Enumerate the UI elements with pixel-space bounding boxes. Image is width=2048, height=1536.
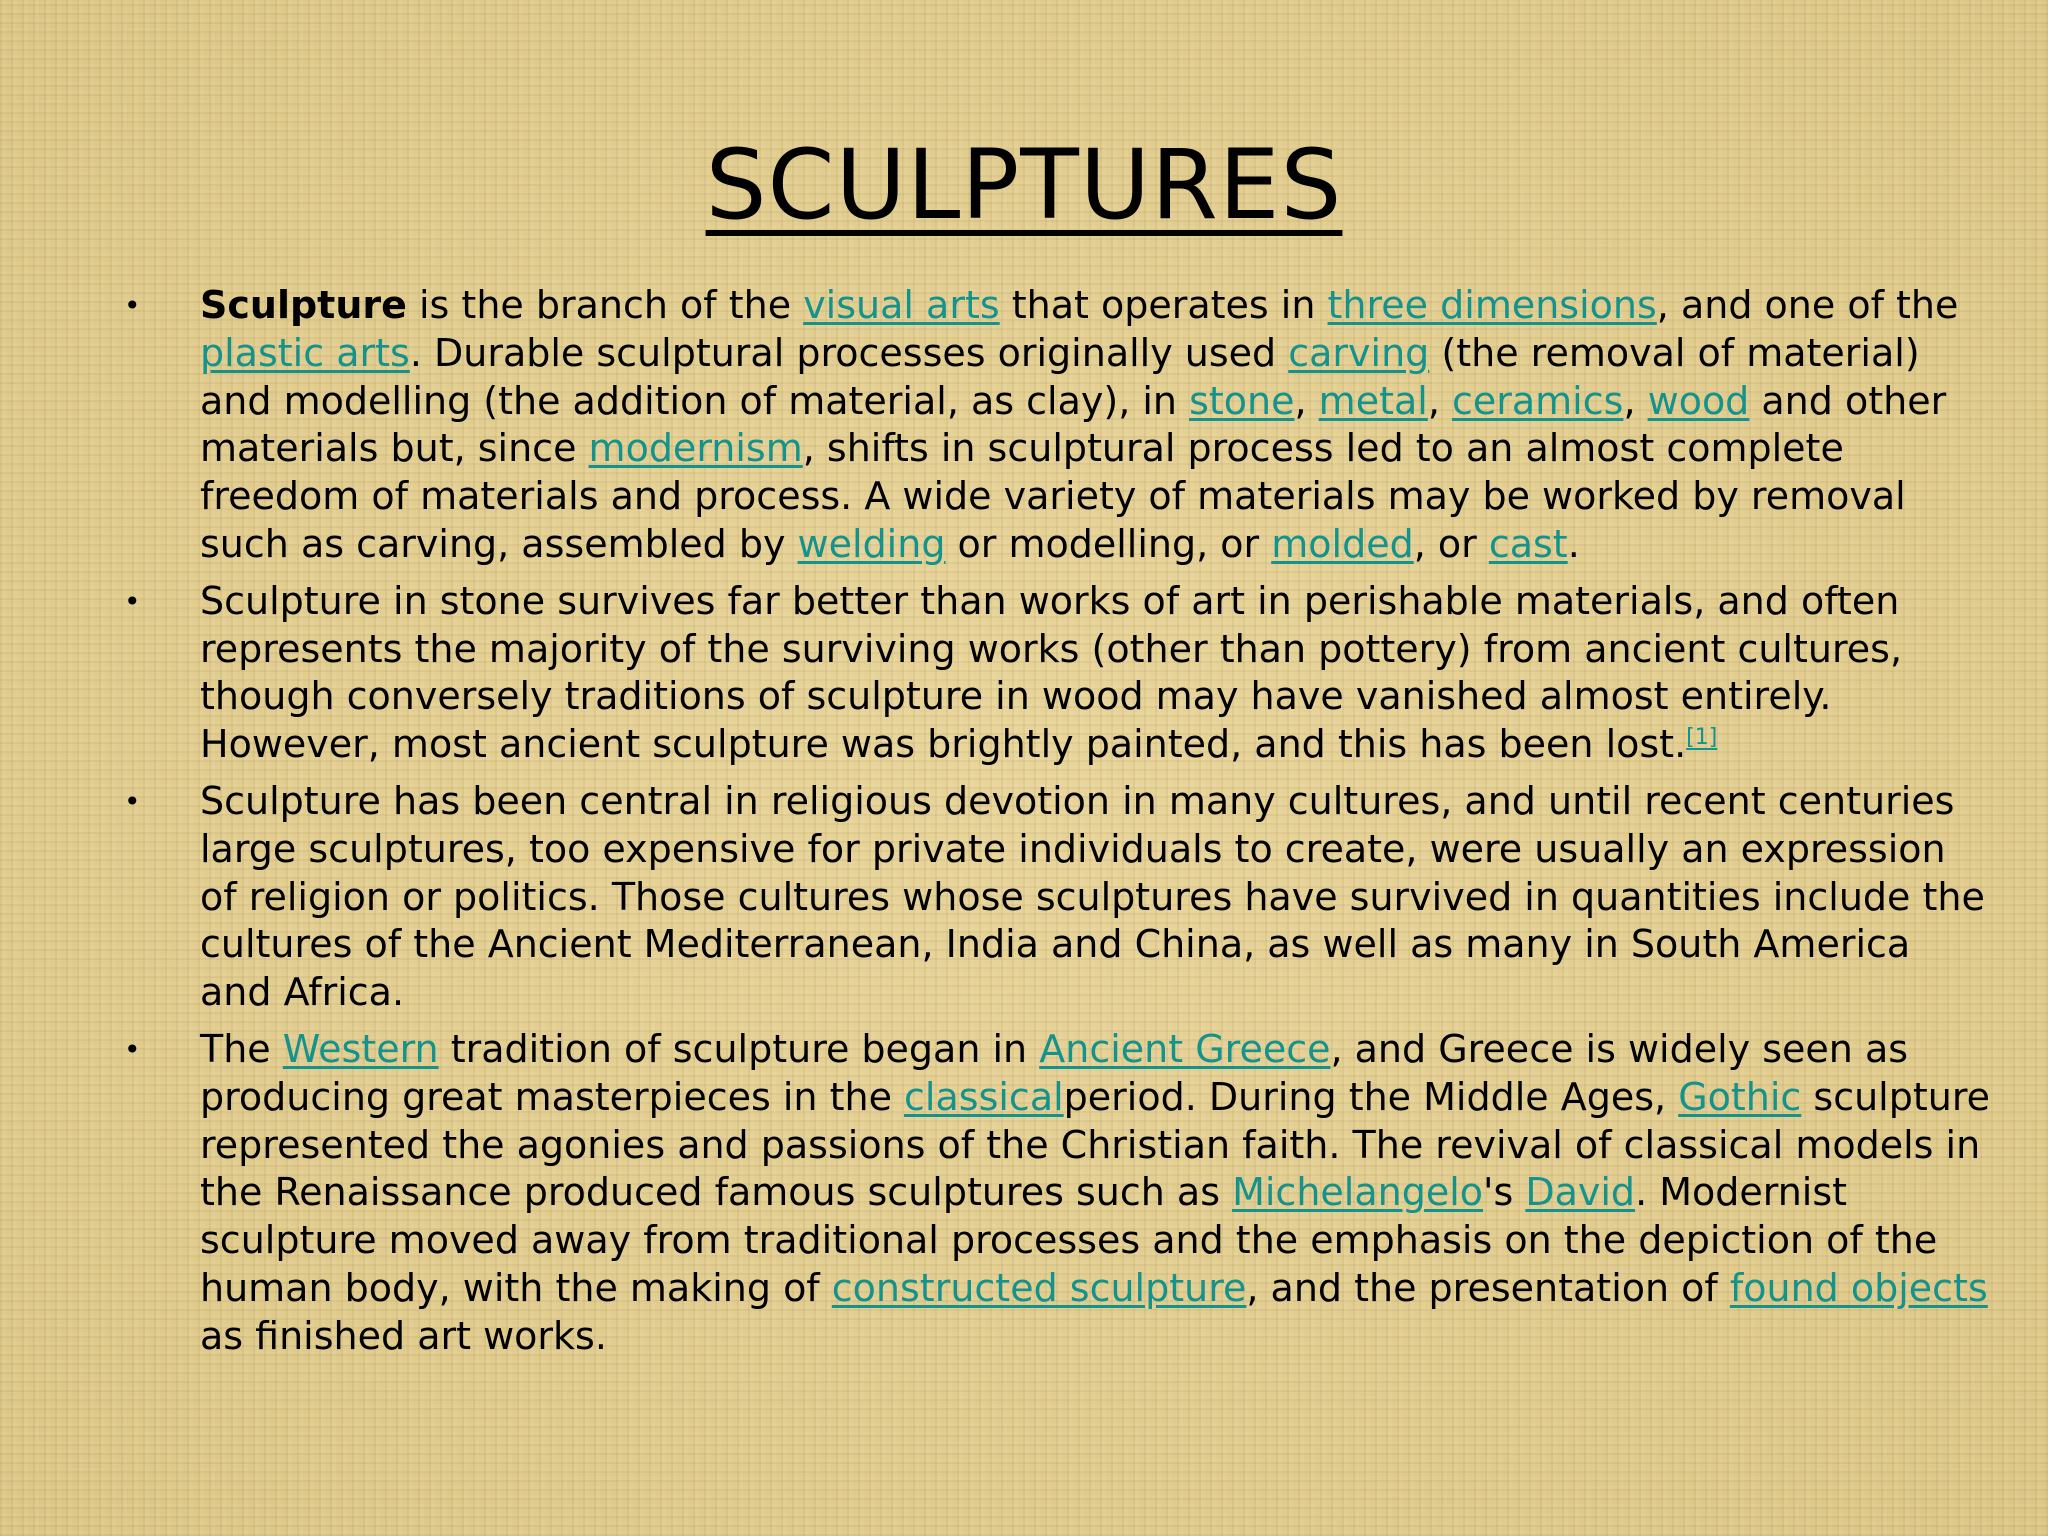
text-span: sculpture represented the agonies and passions of the Christian faith. The revival of classical models in the Renaissance produced famous sculptures such as <box>200 1074 1991 1215</box>
link-cast[interactable]: cast <box>1488 521 1568 566</box>
text-span: . Durable sculptural processes originally used <box>409 330 1289 375</box>
text-span: , <box>1427 378 1452 423</box>
link-three-dimensions[interactable]: three dimensions <box>1327 283 1657 327</box>
link-ancient-greece[interactable]: Ancient Greece <box>1039 1026 1331 1071</box>
text-span: , and the presentation of <box>1246 1265 1730 1310</box>
text-span: Sculpture in stone survives far better than works of art in perishable materials, and often represents the majority of the surviving works (other than pottery) from ancient cultures, though conversely traditions of sculpture in wood may have vanished almost entirely. However, most ancient sculpture was brightly painted, and this has been lost. <box>200 578 1903 767</box>
text-span: as finished art works. <box>200 1313 607 1358</box>
link-stone[interactable]: stone <box>1189 378 1295 423</box>
text-span: period. During the Middle Ages, <box>1063 1074 1679 1119</box>
link-gothic[interactable]: Gothic <box>1678 1074 1802 1119</box>
bold-term: Sculpture <box>200 283 407 327</box>
text-span: that operates in <box>999 283 1328 327</box>
text-span: (the removal of material) and modelling (the addition of material, as clay), in <box>200 330 1920 423</box>
bullet-dot-icon: • <box>124 584 141 618</box>
bullet-item-1 <box>120 282 1990 569</box>
text-span: Sculpture has been central in religious devotion in many cultures, and until recent centuries large sculptures, too expensive for private individuals to create, were usually an expression of religion or politics. Those cultures whose sculptures have survived in quantities include the cultures of the Ancient Mediterranean, India and China, as well as many in South America and Africa. <box>200 778 1985 1015</box>
link-constructed-sculpture[interactable]: constructed sculpture <box>831 1265 1247 1310</box>
text-span: , shifts in sculptural process led to an almost complete freedom of materials and process. A wide variety of materials may be worked by removal such as carving, assembled by <box>200 426 1906 566</box>
text-span: . <box>1567 521 1580 566</box>
text-span: , or <box>1413 521 1489 566</box>
link-classical[interactable]: classical <box>904 1074 1064 1119</box>
link-visual-arts[interactable]: visual arts <box>803 283 1000 327</box>
link-western[interactable]: Western <box>282 1026 439 1071</box>
bullet-item-3 <box>120 778 1990 1017</box>
bullet-item-2 <box>120 578 1990 769</box>
bullet-dot-icon: • <box>124 784 141 818</box>
text-span: , and Greece is widely seen as producing great masterpieces in the <box>200 1026 1909 1119</box>
bullet-item-4 <box>120 1026 1990 1361</box>
text-span: or modelling, or <box>945 521 1272 566</box>
text-span: , <box>1623 378 1648 423</box>
link-modernism[interactable]: modernism <box>588 426 803 471</box>
link-found-objects[interactable]: found objects <box>1729 1265 1988 1310</box>
text-span: is the branch of the <box>406 283 804 327</box>
link-david[interactable]: David <box>1525 1170 1636 1215</box>
text-span: tradition of sculpture began in <box>438 1026 1040 1071</box>
link-carving[interactable]: carving <box>1288 330 1430 375</box>
text-span: The <box>200 1026 283 1071</box>
link-welding[interactable]: welding <box>797 521 946 566</box>
link-molded[interactable]: molded <box>1271 521 1414 566</box>
bullet-dot-icon: • <box>124 1032 141 1066</box>
slide-title-text: SCULPTURES <box>705 129 1343 241</box>
text-span: 's <box>1483 1170 1526 1215</box>
link-michelangelo[interactable]: Michelangelo <box>1232 1170 1484 1215</box>
bullet-dot-icon: • <box>124 289 141 322</box>
link-plastic-arts[interactable]: plastic arts <box>200 330 410 375</box>
link-metal[interactable]: metal <box>1318 378 1428 423</box>
link-wood[interactable]: wood <box>1647 378 1750 423</box>
link-footnote-1[interactable]: [1] <box>1686 724 1718 750</box>
text-span: , and one of the <box>1656 283 1959 327</box>
text-span: and other materials but, since <box>200 378 1947 471</box>
text-span: . Modernist sculpture moved away from traditional processes and the emphasis on the depiction of the human body, with the making of <box>200 1170 1938 1310</box>
footnote <box>1686 716 1717 752</box>
link-ceramics[interactable]: ceramics <box>1451 378 1624 423</box>
text-span: , <box>1294 378 1319 423</box>
bullet-list <box>120 282 1990 1370</box>
slide-title <box>0 128 2048 243</box>
